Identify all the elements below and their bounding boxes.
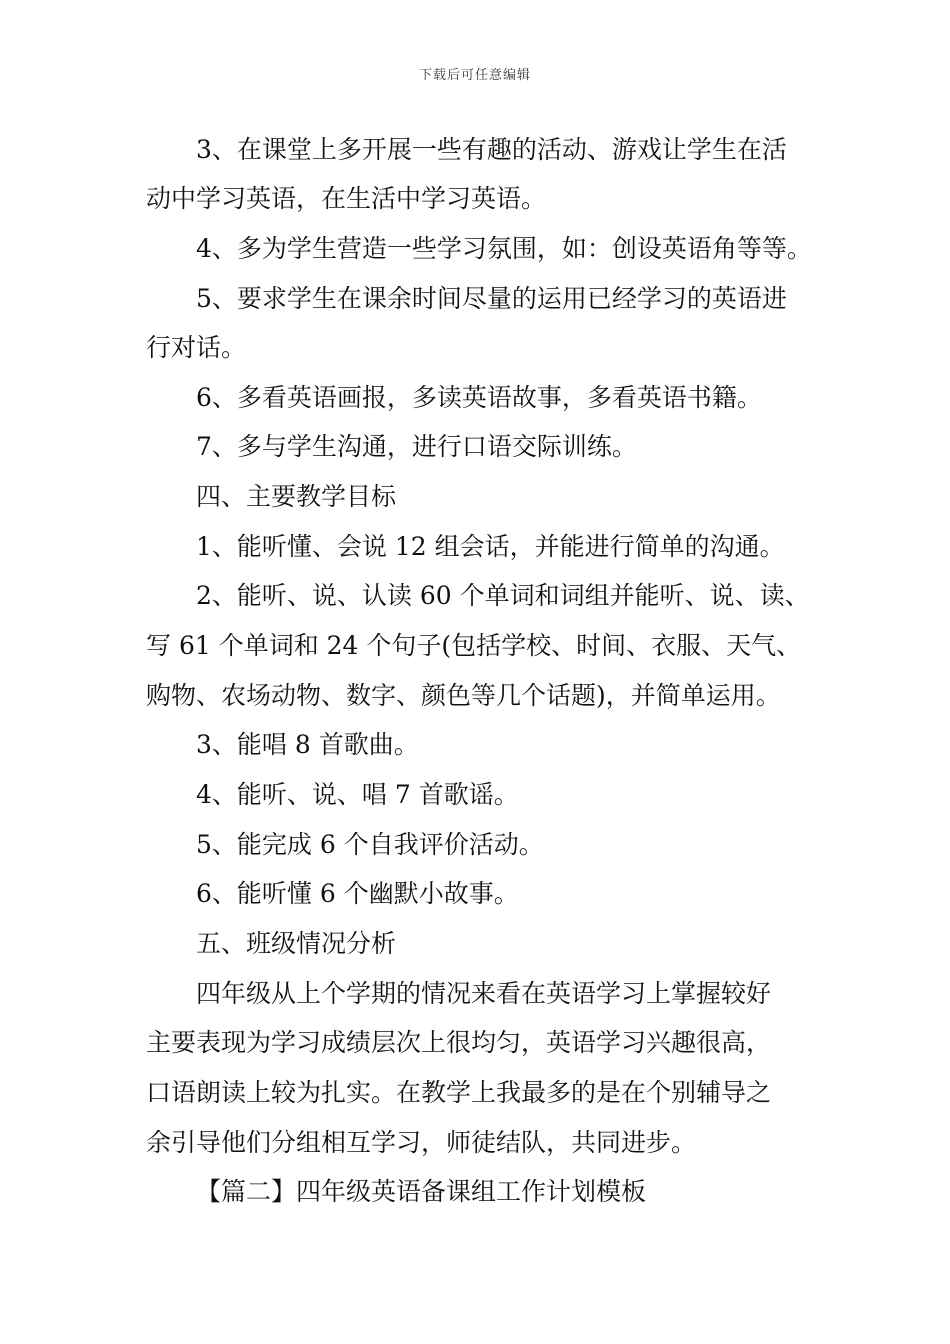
article-heading: 【篇二】四年级英语备课组工作计划模板 [196,1177,647,1206]
paragraph-line: 5、能完成 6 个自我评价活动。 [196,830,544,859]
section-heading: 四、主要教学目标 [196,482,397,511]
section-heading: 五、班级情况分析 [196,929,397,958]
paragraph-line: 6、多看英语画报，多读英语故事，多看英语书籍。 [196,383,762,412]
paragraph-line: 3、在课堂上多开展一些有趣的活动、游戏让学生在活 [196,135,787,164]
paragraph-line: 四年级从上个学期的情况来看在英语学习上掌握较好 [196,979,772,1008]
paragraph-line: 主要表现为学习成绩层次上很均匀，英语学习兴趣很高， [146,1028,772,1057]
page-header-note: 下载后可任意编辑 [418,68,531,83]
paragraph-line: 购物、农场动物、数字、颜色等几个话题)，并简单运用。 [146,681,781,710]
paragraph-line: 动中学习英语，在生活中学习英语。 [146,184,547,213]
paragraph-line: 写 61 个单词和 24 个句子(包括学校、时间、衣服、天气、 [146,631,802,660]
paragraph-line: 1、能听懂、会说 12 组会话，并能进行简单的沟通。 [196,532,785,561]
paragraph-line: 3、能唱 8 首歌曲。 [196,730,419,759]
paragraph-line: 4、能听、说、唱 7 首歌谣。 [196,780,519,809]
paragraph-line: 余引导他们分组相互学习，师徒结队，共同进步。 [146,1128,697,1157]
paragraph-line: 7、多与学生沟通，进行口语交际训练。 [196,432,637,461]
paragraph-line: 6、能听懂 6 个幽默小故事。 [196,879,519,908]
paragraph-line: 行对话。 [146,333,247,362]
paragraph-line: 5、要求学生在课余时间尽量的运用已经学习的英语进 [196,284,787,313]
paragraph-line: 2、能听、说、认读 60 个单词和词组并能听、说、读、 [196,581,810,610]
paragraph-line: 4、多为学生营造一些学习氛围，如：创设英语角等等。 [196,234,812,263]
paragraph-line: 口语朗读上较为扎实。在教学上我最多的是在个别辅导之 [146,1078,772,1107]
